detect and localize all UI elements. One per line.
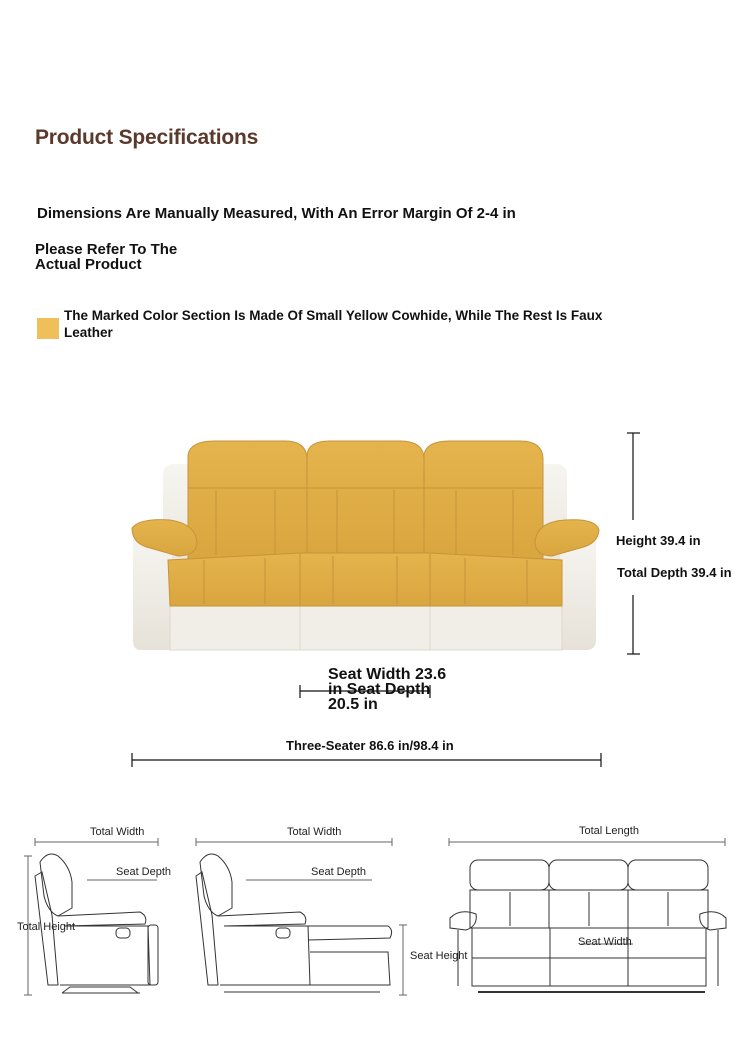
back-cushion-middle (307, 441, 424, 560)
refer-note-line1: Please Refer To The (35, 241, 178, 258)
diagram3-seat-width: Seat Width (578, 936, 632, 948)
diagram-side-reclined (196, 838, 407, 995)
diagram1-total-width: Total Width (90, 826, 145, 838)
back-cushion-left (188, 441, 307, 560)
diagram2-seat-height: Seat Height (410, 950, 468, 962)
color-note: The Marked Color Section Is Made Of Small Yellow Cowhide, While The Rest Is Faux Leather (64, 308, 603, 340)
total-depth-label: Total Depth 39.4 in (617, 565, 732, 580)
diagram1-total-height: Total Height (17, 921, 76, 933)
seat-cushion-left (168, 553, 300, 606)
seat-dimensions-label: Seat Width 23.6 in Seat Depth 20.5 in (328, 666, 447, 713)
diagram1-seat-depth: Seat Depth (116, 866, 172, 878)
refer-note-line2: Actual Product (35, 256, 142, 273)
page-title: Product Specifications (35, 126, 259, 149)
diagram2-seat-depth: Seat Depth (311, 866, 367, 878)
seat-cushion-middle (300, 553, 430, 606)
measurement-note: Dimensions Are Manually Measured, With An Error Margin Of 2-4 in (37, 205, 516, 222)
sofa-base-right (430, 606, 562, 650)
diagram-side-upright (24, 838, 158, 995)
height-label: Height 39.4 in (616, 533, 701, 548)
sofa-base-left (170, 606, 300, 650)
back-cushion-right (424, 441, 543, 560)
diagram3-total-length: Total Length (579, 825, 639, 837)
seat-cushion-right (430, 553, 562, 606)
diagram2-total-width: Total Width (287, 826, 342, 838)
three-seater-label: Three-Seater 86.6 in/98.4 in (286, 738, 454, 753)
diagram-front (449, 838, 726, 992)
sofa-base-middle (300, 606, 430, 650)
